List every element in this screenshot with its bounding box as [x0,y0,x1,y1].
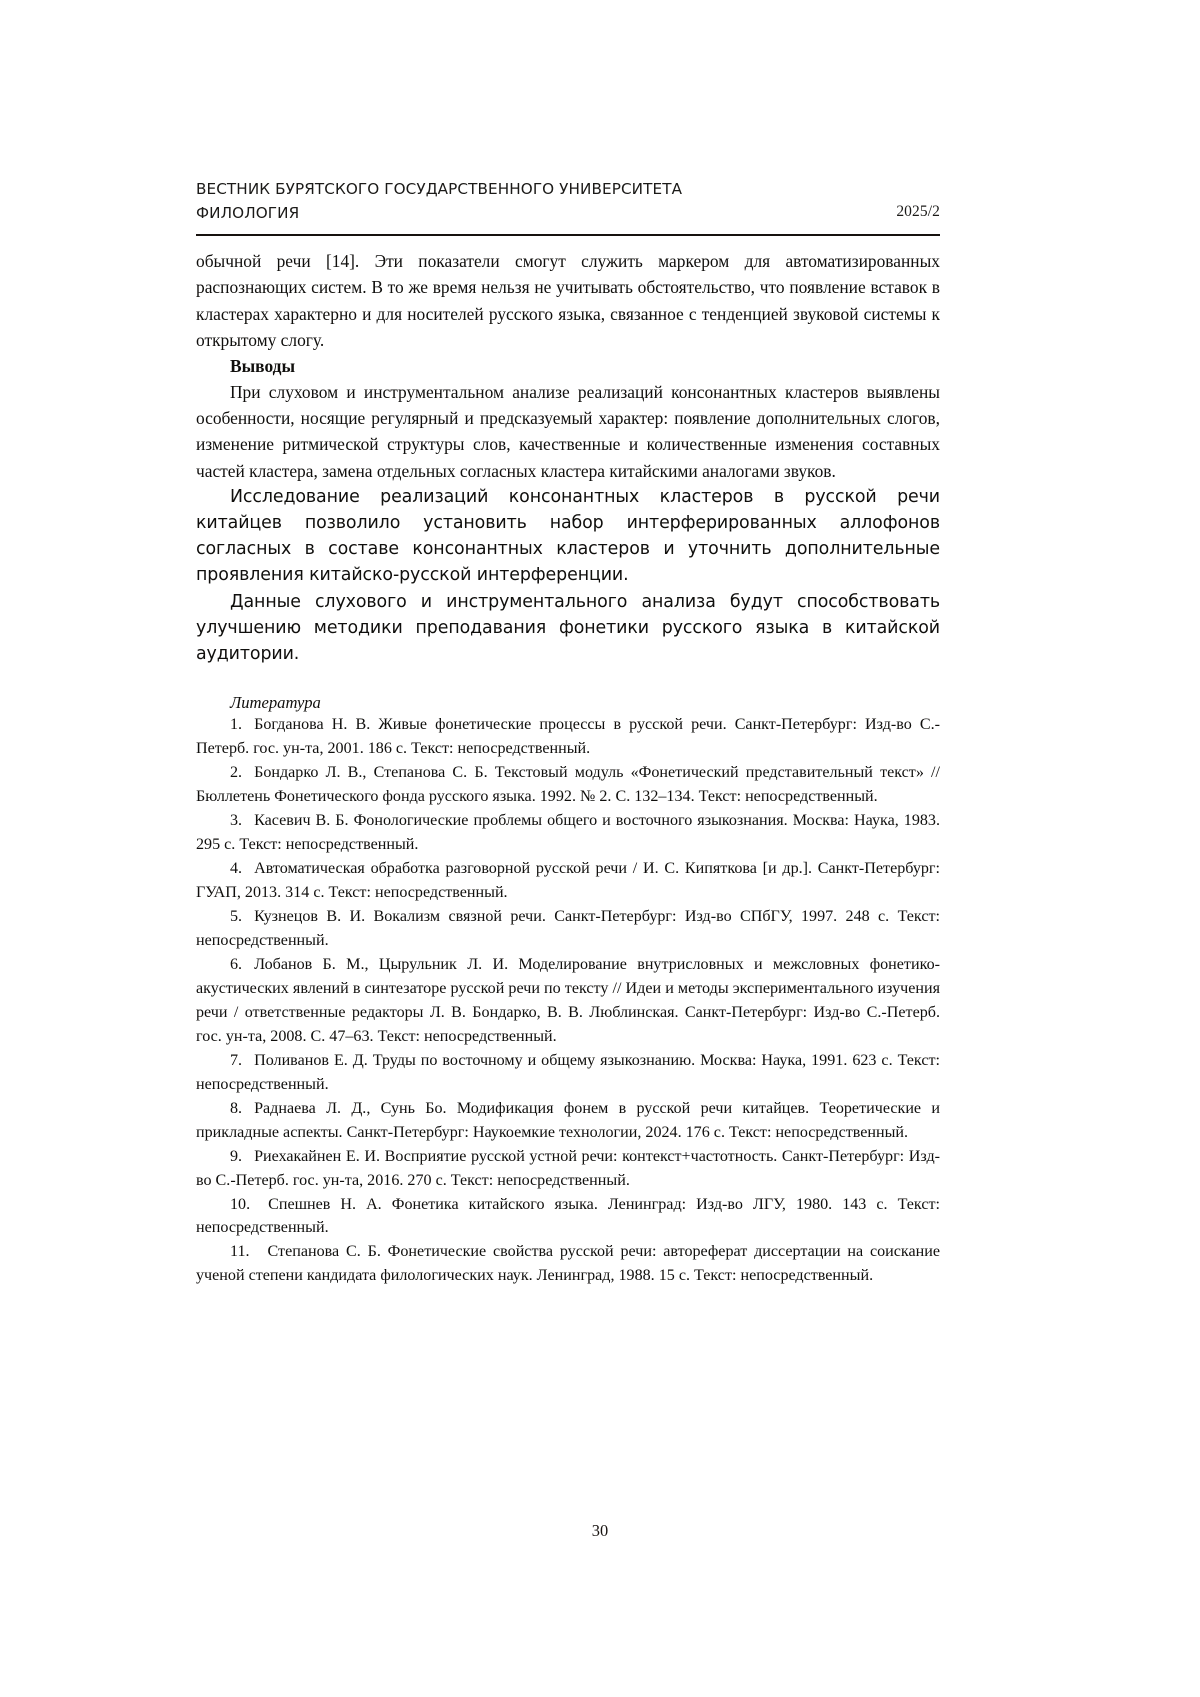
paragraph-3: Данные слухового и инструментального анализа будут способствовать улучшению методики преподавания фонетики русского языка в китайской аудитории. [196,591,940,664]
issue-number: 2025/2 [896,203,940,221]
reference-text: Богданова Н. В. Живые фонетические процессы в русской речи. Санкт-Петербург: Изд-во С.-Петерб. гос. ун-та, 2001. 186 с. Текст: непосредственный. [196,716,940,758]
reference-text: Степанова С. Б. Фонетические свойства русской речи: автореферат диссертации на соискание ученой степени кандидата филологических наук. Ленинград, 1988. 15 с. Текст: непосредственный. [196,1243,940,1285]
reference-number: 4. [230,859,243,877]
running-head-journal [196,178,682,225]
journal-title-line-1: ВЕСТНИК БУРЯТСКОГО ГОСУДАРСТВЕННОГО УНИВЕРСИТЕТА [196,180,683,198]
reference-text: Лобанов Б. М., Цырульник Л. И. Моделирование внутрисловных и межсловных фонетико-акустических явлений в синтезаторе русской речи по тексту // Идеи и методы экспериментального изучения речи / ответственные редакторы Л. В. Бондарко, В. В. Люблинская. Санкт-Петербург: Изд-во С.-Петерб. гос. ун-та, 2008. С. 47–63. Текст: непосредственный. [196,955,940,1045]
running-head [196,178,940,225]
reference-number: 8. [230,1099,243,1117]
list-item [196,1097,940,1145]
list-item [196,1240,940,1288]
reference-text: Раднаева Л. Д., Сунь Бо. Модификация фонем в русской речи китайцев. Теоретические и прикладные аспекты. Санкт-Петербург: Наукоемкие технологии, 2024. 176 с. Текст: непосредственный. [196,1099,940,1141]
references-list [196,713,940,1288]
list-item [196,713,940,761]
paragraph-2: Исследование реализаций консонантных кластеров в русской речи китайцев позволило установить набор интерферированных аллофонов согласных в составе консонантных кластеров и уточнить дополнительные проявления китайско-русской интерференции. [196,486,940,586]
reference-number: 1. [230,716,243,734]
reference-number: 6. [230,955,243,973]
list-item [196,1145,940,1193]
references-heading: Литература [230,693,321,713]
reference-text: Поливанов Е. Д. Труды по восточному и общему языкознанию. Москва: Наука, 1991. 623 с. Текст: непосредственный. [196,1051,940,1093]
list-item [196,1049,940,1097]
reference-number: 10. [230,1195,251,1213]
page-number: 30 [591,1521,609,1540]
reference-text: Спешнев Н. А. Фонетика китайского языка. Ленинград: Изд-во ЛГУ, 1980. 143 с. Текст: непосредственный. [196,1195,940,1237]
reference-number: 11. [230,1243,250,1261]
page-content [196,178,940,1288]
reference-number: 5. [230,907,243,925]
list-item [196,905,940,953]
list-item [196,1193,940,1241]
header-divider [196,234,940,236]
reference-text: Автоматическая обработка разговорной русской речи / И. С. Кипяткова [и др.]. Санкт-Петербург: ГУАП, 2013. 314 с. Текст: непосредственный. [196,859,940,901]
reference-number: 9. [230,1147,243,1165]
reference-number: 7. [230,1051,243,1069]
reference-text: Касевич В. Б. Фонологические проблемы общего и восточного языкознания. Москва: Наука, 1983. 295 с. Текст: непосредственный. [196,812,940,853]
section-heading-conclusions: Выводы [230,355,296,376]
reference-text: Кузнецов В. И. Вокализм связной речи. Санкт-Петербург: Изд-во СПбГУ, 1997. 248 с. Текст: непосредственный. [196,907,940,949]
reference-number: 2. [230,764,243,782]
journal-section-line-2: ФИЛОЛОГИЯ [196,203,300,222]
paragraph-continued: обычной речи [14]. Эти показатели смогут служить маркером для автоматизированных распознающих систем. В то же время нельзя не учитывать обстоятельство, что появление вставок в кластерах характерно и для носителей русского языка, связанное с тенденцией звуковой системы к открытому слогу. [196,251,940,350]
reference-text: Бондарко Л. В., Степанова С. Б. Текстовый модуль «Фонетический представительный текст» // Бюллетень Фонетического фонда русского языка. 1992. № 2. С. 132–134. Текст: непосредственный. [196,764,940,806]
list-item [196,809,940,857]
list-item [196,953,940,1049]
reference-text: Риехакайнен Е. И. Восприятие русской устной речи: контекст+частотность. Санкт-Петербург: Изд-во С.-Петерб. гос. ун-та, 2016. 270 с. Текст: непосредственный. [196,1147,940,1189]
paragraph-1: При слуховом и инструментальном анализе реализаций консонантных кластеров выявлены особенности, носящие регулярный и предсказуемый характер: появление дополнительных слогов, изменение ритмической структуры слов, качественные и количественные изменения составных частей кластера, замена отдельных согласных кластера китайскими аналогами звуков. [196,382,940,481]
reference-number: 3. [230,812,243,829]
list-item [196,761,940,809]
list-item [196,857,940,905]
